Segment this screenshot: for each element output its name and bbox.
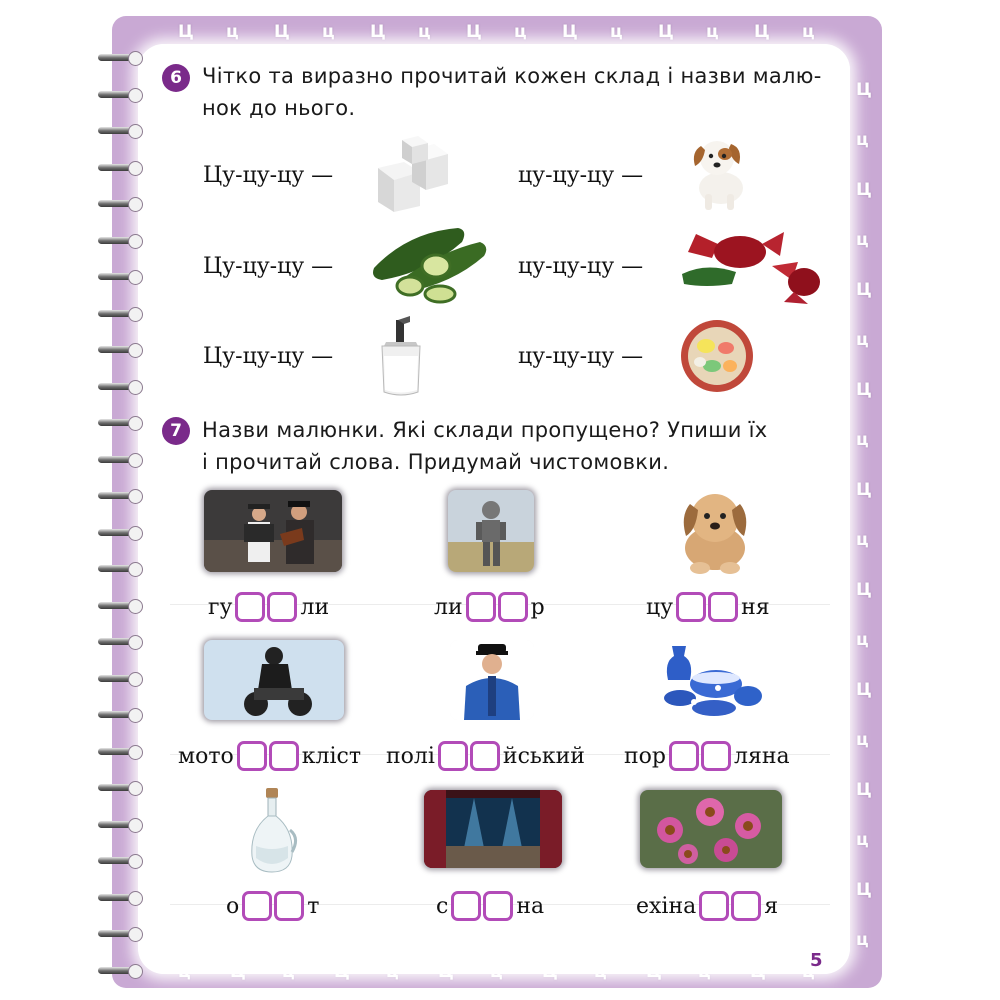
syllable-box[interactable] bbox=[699, 891, 729, 921]
decorative-letter: ц bbox=[856, 930, 869, 950]
echinacea-picture bbox=[640, 790, 782, 868]
spiral-ring bbox=[98, 892, 146, 904]
decorative-letter: Ц bbox=[658, 22, 674, 42]
word-row2-col1 bbox=[178, 739, 361, 773]
musicians-picture bbox=[204, 490, 342, 572]
decorative-letter: ц bbox=[706, 22, 719, 42]
decorative-letter: ц bbox=[856, 430, 869, 450]
syllable-box[interactable] bbox=[466, 592, 496, 622]
spiral-ring bbox=[98, 709, 146, 721]
decorative-letter: ц bbox=[610, 22, 623, 42]
word-start: полі bbox=[386, 743, 435, 769]
syllable-box[interactable] bbox=[731, 891, 761, 921]
puppy-picture bbox=[672, 486, 758, 576]
spiral-ring bbox=[98, 490, 146, 502]
spiral-ring bbox=[98, 271, 146, 283]
syllable-box[interactable] bbox=[237, 741, 267, 771]
syllable-box[interactable] bbox=[269, 741, 299, 771]
decorative-letter: Ц bbox=[856, 880, 872, 900]
spiral-ring bbox=[98, 198, 146, 210]
candy-picture bbox=[676, 222, 824, 306]
word-end: йський bbox=[502, 743, 585, 769]
word-start: цу bbox=[646, 594, 674, 620]
word-start: с bbox=[436, 893, 449, 919]
spiral-ring bbox=[98, 162, 146, 174]
word-row1-col3 bbox=[646, 590, 770, 624]
policeman-picture bbox=[450, 640, 534, 720]
decorative-letter: Ц bbox=[370, 22, 386, 42]
decorative-letter: ц bbox=[856, 130, 869, 150]
word-row3-col2 bbox=[436, 889, 544, 923]
word-row1-col2 bbox=[434, 590, 545, 624]
decorative-letter: Ц bbox=[754, 22, 770, 42]
word-start: пор bbox=[624, 743, 666, 769]
word-end: я bbox=[764, 893, 779, 919]
syllable-box[interactable] bbox=[669, 741, 699, 771]
decorative-letter: ц bbox=[322, 22, 335, 42]
spiral-ring bbox=[98, 855, 146, 867]
syllable-row3-right: цу-цу-цу — bbox=[518, 344, 644, 369]
spiral-ring bbox=[98, 125, 146, 137]
decorative-letter: Ц bbox=[274, 22, 290, 42]
decorative-letter: Ц bbox=[856, 480, 872, 500]
decorative-letter: ц bbox=[802, 22, 815, 42]
syllable-row3-left: Цу-цу-цу — bbox=[203, 344, 334, 369]
task-7-instruction-line2: і прочитай слова. Придумай чистомовки. bbox=[202, 450, 670, 474]
decorative-letter: Ц bbox=[856, 780, 872, 800]
sugar-cubes-picture bbox=[372, 134, 452, 216]
syllable-box[interactable] bbox=[267, 592, 297, 622]
spiral-ring bbox=[98, 381, 146, 393]
syllable-row1-left: Цу-цу-цу — bbox=[203, 163, 334, 188]
word-end: ня bbox=[741, 594, 770, 620]
word-end: ли bbox=[300, 594, 330, 620]
vinegar-bottle-picture bbox=[244, 786, 300, 874]
syllable-box[interactable] bbox=[470, 741, 500, 771]
word-end: кліст bbox=[301, 743, 362, 769]
knight-picture bbox=[448, 490, 534, 572]
spiral-ring bbox=[98, 89, 146, 101]
spiral-ring bbox=[98, 819, 146, 831]
word-end: т bbox=[307, 893, 320, 919]
decorative-letter: Ц bbox=[856, 180, 872, 200]
spiral-ring bbox=[98, 600, 146, 612]
syllable-box[interactable] bbox=[498, 592, 528, 622]
task-6-instruction-line2: нок до нього. bbox=[202, 96, 356, 120]
decorative-letter: Ц bbox=[856, 380, 872, 400]
spiral-ring bbox=[98, 235, 146, 247]
syllable-box[interactable] bbox=[438, 741, 468, 771]
word-row3-col1 bbox=[226, 889, 319, 923]
decorative-letter: ц bbox=[856, 530, 869, 550]
task-6-number: 6 bbox=[162, 64, 190, 92]
page-number: 5 bbox=[810, 950, 823, 971]
syllable-box[interactable] bbox=[483, 891, 513, 921]
syllable-box[interactable] bbox=[274, 891, 304, 921]
task-7-number: 7 bbox=[162, 417, 190, 445]
decorative-letter: ц bbox=[856, 730, 869, 750]
syllable-row1-right: цу-цу-цу — bbox=[518, 163, 644, 188]
decorative-letter: Ц bbox=[856, 80, 872, 100]
spiral-ring bbox=[98, 454, 146, 466]
porcelain-picture bbox=[654, 640, 764, 720]
decorative-letter: ц bbox=[856, 230, 869, 250]
decorative-letter: ц bbox=[856, 330, 869, 350]
word-end: на bbox=[516, 893, 545, 919]
decorative-letter: ц bbox=[856, 830, 869, 850]
decorative-letter: Ц bbox=[856, 280, 872, 300]
spiral-ring bbox=[98, 563, 146, 575]
word-start: гу bbox=[208, 594, 233, 620]
spiral-ring bbox=[98, 636, 146, 648]
syllable-row2-left: Цу-цу-цу — bbox=[203, 254, 334, 279]
zucchini-picture bbox=[368, 222, 492, 306]
decorative-letter: Ц bbox=[178, 22, 194, 42]
syllable-box[interactable] bbox=[242, 891, 272, 921]
decorative-letter: ц bbox=[418, 22, 431, 42]
puppy-picture bbox=[683, 132, 753, 212]
spiral-ring bbox=[98, 965, 146, 977]
spiral-ring bbox=[98, 308, 146, 320]
decorative-letter: Ц bbox=[856, 580, 872, 600]
word-start: ли bbox=[434, 594, 463, 620]
sugar-dispenser-picture bbox=[376, 316, 426, 398]
spiral-ring bbox=[98, 746, 146, 758]
spiral-ring bbox=[98, 928, 146, 940]
syllable-row2-right: цу-цу-цу — bbox=[518, 254, 644, 279]
syllable-box[interactable] bbox=[701, 741, 731, 771]
word-row2-col2 bbox=[386, 739, 585, 773]
word-row1-col1 bbox=[208, 590, 329, 624]
word-row3-col3 bbox=[636, 889, 778, 923]
spiral-ring bbox=[98, 527, 146, 539]
decorative-letter: Ц bbox=[562, 22, 578, 42]
word-start: ехіна bbox=[636, 893, 697, 919]
decorative-letter: ц bbox=[856, 630, 869, 650]
word-row2-col3 bbox=[624, 739, 790, 773]
decorative-letter: Ц bbox=[856, 680, 872, 700]
motorcyclist-picture bbox=[204, 640, 344, 720]
stage-picture bbox=[424, 790, 562, 868]
candied-fruit-picture bbox=[678, 318, 756, 394]
syllable-box[interactable] bbox=[451, 891, 481, 921]
task-6-instruction-line1: Чітко та виразно прочитай кожен склад і назви малю- bbox=[202, 64, 822, 88]
word-end: р bbox=[530, 594, 545, 620]
word-start: о bbox=[226, 893, 240, 919]
word-start: мото bbox=[178, 743, 234, 769]
spiral-ring bbox=[98, 344, 146, 356]
decorative-letter: Ц bbox=[466, 22, 482, 42]
word-end: ляна bbox=[734, 743, 790, 769]
syllable-box[interactable] bbox=[708, 592, 738, 622]
spiral-ring bbox=[98, 417, 146, 429]
spiral-ring bbox=[98, 52, 146, 64]
syllable-box[interactable] bbox=[235, 592, 265, 622]
spiral-ring bbox=[98, 673, 146, 685]
syllable-box[interactable] bbox=[676, 592, 706, 622]
spiral-ring bbox=[98, 782, 146, 794]
decorative-letter: ц bbox=[514, 22, 527, 42]
task-7-instruction-line1: Назви малюнки. Які склади пропущено? Упиши їх bbox=[202, 418, 768, 442]
decorative-letter: ц bbox=[226, 22, 239, 42]
